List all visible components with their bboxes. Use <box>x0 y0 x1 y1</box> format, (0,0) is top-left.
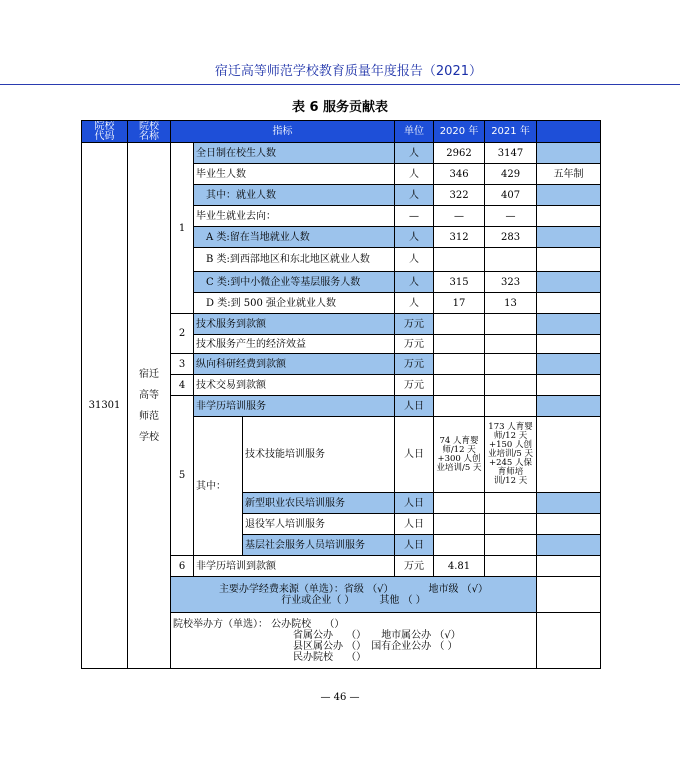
row-2021: 13 <box>485 293 537 314</box>
header-2020: 2020 年 <box>434 121 485 143</box>
row-label: 毕业生人数 <box>194 164 395 185</box>
row-2021: 173 人育婴师/12 天+150 人创业培训/5 天+245 人保育师培训/12 天 <box>485 417 537 493</box>
row-2020 <box>434 514 485 535</box>
row-unit: 万元 <box>395 354 434 375</box>
report-title: 宿迁高等师范学校教育质量年度报告（2021） <box>214 64 482 79</box>
row-2020 <box>434 314 485 335</box>
row-2021 <box>485 314 537 335</box>
row-unit: 万元 <box>395 335 434 354</box>
row-2020: 315 <box>434 272 485 293</box>
row-label: 技术服务到款额 <box>194 314 395 335</box>
row-note <box>537 396 601 417</box>
row-2021 <box>485 354 537 375</box>
row-label: 毕业生就业去向： <box>194 206 395 227</box>
row-2021: — <box>485 206 537 227</box>
row-note <box>537 493 601 514</box>
row-note <box>537 272 601 293</box>
row-unit: 人日 <box>395 535 434 556</box>
row-unit: — <box>395 206 434 227</box>
row-note <box>537 293 601 314</box>
school-ownership: 院校举办方（单选）： 公办院校 （） 省属公办 （） 地市属公办 （√） 县区属公办 （） 国有企业公办 （ ） 民办院校 （） <box>171 613 537 669</box>
row-2021 <box>485 535 537 556</box>
row-label: D 类:到 500 强企业就业人数 <box>194 293 395 314</box>
row-unit: 人 <box>395 164 434 185</box>
funding-note <box>537 577 601 613</box>
row-2021: 323 <box>485 272 537 293</box>
row-label: A 类:留在当地就业人数 <box>194 227 395 248</box>
row-2020: 346 <box>434 164 485 185</box>
row-2020: 17 <box>434 293 485 314</box>
row-unit: 人 <box>395 227 434 248</box>
row-2021 <box>485 493 537 514</box>
ownership-note <box>537 613 601 669</box>
row-2020 <box>434 396 485 417</box>
row-2020 <box>434 535 485 556</box>
row-2021: 407 <box>485 185 537 206</box>
row-unit: 万元 <box>395 556 434 577</box>
row-2021 <box>485 396 537 417</box>
row-2020 <box>434 493 485 514</box>
row-label: 技术技能培训服务 <box>243 417 395 493</box>
row-2021 <box>485 335 537 354</box>
row-2020 <box>434 248 485 272</box>
row-2020 <box>434 354 485 375</box>
header-rule <box>0 84 680 85</box>
page-header <box>0 58 680 80</box>
header-2021: 2021 年 <box>485 121 537 143</box>
row-unit: 人日 <box>395 514 434 535</box>
row-2021 <box>485 248 537 272</box>
group-3: 3 <box>171 354 194 375</box>
row-label: 非学历培训到款额 <box>194 556 395 577</box>
header-note <box>537 121 601 143</box>
table-title: 表 6 服务贡献表 <box>291 100 389 115</box>
row-label: C 类:到中小微企业等基层服务人数 <box>194 272 395 293</box>
row-2020: — <box>434 206 485 227</box>
row-unit: 人 <box>395 143 434 164</box>
row-2021 <box>485 556 537 577</box>
header-code: 院校 代码 <box>82 121 128 143</box>
row-unit: 万元 <box>395 375 434 396</box>
page-number: — 46 — <box>320 692 360 703</box>
row-label: B 类:到西部地区和东北地区就业人数 <box>194 248 395 272</box>
row-unit: 人 <box>395 293 434 314</box>
row-unit: 人日 <box>395 396 434 417</box>
header-unit: 单位 <box>395 121 434 143</box>
school-code: 31301 <box>82 143 128 669</box>
funding-source: 主要办学经费来源（单选）：省级 （√） 地市级 （√） 行业或企业（ ） 其他 （ ） <box>171 577 537 613</box>
row-note <box>537 375 601 396</box>
row-2020: 4.81 <box>434 556 485 577</box>
row-label: 其中：就业人数 <box>194 185 395 206</box>
row-note <box>537 248 601 272</box>
row-note <box>537 314 601 335</box>
row-label: 新型职业农民培训服务 <box>243 493 395 514</box>
row-label: 纵向科研经费到款额 <box>194 354 395 375</box>
row-note <box>537 335 601 354</box>
row-label: 全日制在校生人数 <box>194 143 395 164</box>
row-2020: 2962 <box>434 143 485 164</box>
row-label: 退役军人培训服务 <box>243 514 395 535</box>
row-unit: 人日 <box>395 493 434 514</box>
row-label: 非学历培训服务 <box>194 396 395 417</box>
row-2021: 3147 <box>485 143 537 164</box>
row-label: 基层社会服务人员培训服务 <box>243 535 395 556</box>
row-note <box>537 514 601 535</box>
group-2: 2 <box>171 314 194 354</box>
row-note <box>537 227 601 248</box>
row-2020: 312 <box>434 227 485 248</box>
row-label: 技术交易到款额 <box>194 375 395 396</box>
group-5: 5 <box>171 396 194 556</box>
row-unit: 人日 <box>395 417 434 493</box>
row-note: 五年制 <box>537 164 601 185</box>
row-unit: 万元 <box>395 314 434 335</box>
row-note <box>537 185 601 206</box>
row-2020 <box>434 375 485 396</box>
row-note <box>537 417 601 493</box>
row-note <box>537 354 601 375</box>
header-name: 院校 名称 <box>128 121 171 143</box>
row-note <box>537 556 601 577</box>
group-4: 4 <box>171 375 194 396</box>
row-2020: 322 <box>434 185 485 206</box>
row-2020 <box>434 335 485 354</box>
row-sub-label: 其中： <box>194 417 243 556</box>
row-2021 <box>485 514 537 535</box>
row-2020: 74 人育婴师/12 天+300 人创业培训/5 天 <box>434 417 485 493</box>
service-contribution-table <box>81 120 601 669</box>
row-note <box>537 206 601 227</box>
header-indicator: 指标 <box>171 121 395 143</box>
group-1: 1 <box>171 143 194 314</box>
row-2021: 283 <box>485 227 537 248</box>
row-unit: 人 <box>395 272 434 293</box>
group-6: 6 <box>171 556 194 577</box>
row-2021 <box>485 375 537 396</box>
row-unit: 人 <box>395 248 434 272</box>
row-2021: 429 <box>485 164 537 185</box>
school-name: 宿迁 高等 师范 学校 <box>128 143 171 669</box>
row-note <box>537 143 601 164</box>
row-note <box>537 535 601 556</box>
row-label: 技术服务产生的经济效益 <box>194 335 395 354</box>
row-unit: 人 <box>395 185 434 206</box>
